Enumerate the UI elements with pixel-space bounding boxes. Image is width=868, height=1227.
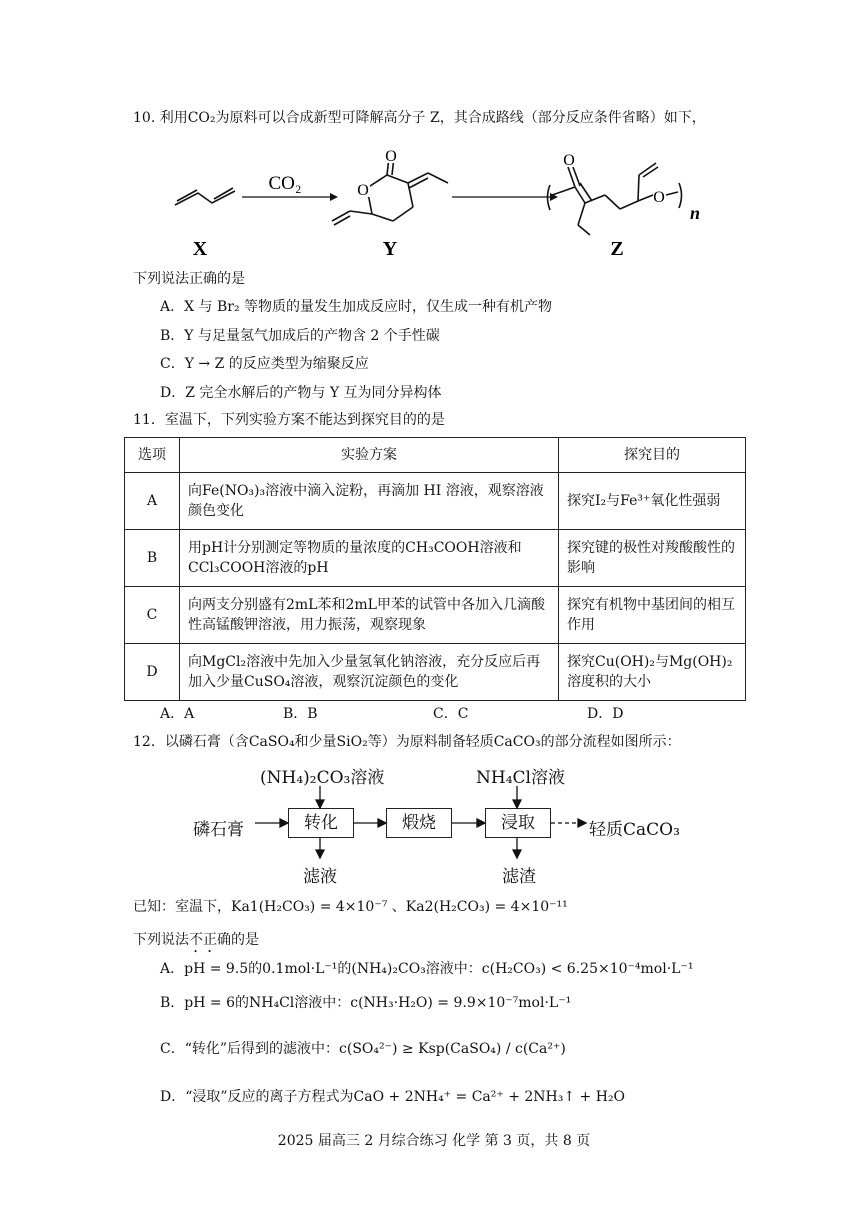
row-d-plan: 向MgCl₂溶液中先加入少量氢氧化钠溶液，充分反应后再加入少量CuSO₄溶液，观察沉淀颜色的变化 (180, 644, 559, 701)
row-b-option: B (125, 530, 180, 587)
q11-stem: 11．室温下，下列实验方案不能达到探究目的的是 (133, 412, 445, 428)
row-a-plan: 向Fe(NO₃)₃溶液中滴入淀粉，再滴加 HI 溶液，观察溶液颜色变化 (180, 473, 559, 530)
q10-option-b: B．Y 与足量氢气加成后的产物含 2 个手性碳 (160, 328, 440, 344)
q12-known: 已知：室温下，Ka1(H₂CO₃) = 4×10⁻⁷ 、Ka2(H₂CO₃) = 4×10⁻¹¹ (133, 899, 568, 915)
svg-text:O: O (357, 182, 369, 199)
output-residue: 滤渣 (502, 867, 536, 887)
row-b-plan: 用pH计分别测定等物质的量浓度的CH₃COOH溶液和CCl₃COOH溶液的pH (180, 530, 559, 587)
reagent-ammonium-chloride: NH₄Cl溶液 (476, 768, 565, 788)
row-d-goal: 探究Cu(OH)₂与Mg(OH)₂溶度积的大小 (559, 644, 746, 701)
label-x: X (192, 238, 208, 260)
q10-ask: 下列说法正确的是 (133, 271, 245, 287)
q10-stem: 10. 利用CO₂为原料可以合成新型可降解高分子 Z，其合成路线（部分反应条件省略）如下， (133, 110, 706, 126)
q12-option-a: A．pH = 9.5的0.1mol·L⁻¹的(NH₄)₂CO₃溶液中：c(H₂CO₃) < 6.25×10⁻⁴mol·L⁻¹ (160, 961, 694, 977)
reagent-ammonium-carbonate: (NH₄)₂CO₃溶液 (260, 768, 385, 788)
q12-ask (133, 931, 259, 956)
row-b-goal: 探究键的极性对羧酸酸性的影响 (559, 530, 746, 587)
header-option: 选项 (125, 438, 180, 473)
row-c-option: C (125, 587, 180, 644)
svg-text:O: O (653, 189, 665, 206)
q10-option-c: C．Y → Z 的反应类型为缩聚反应 (160, 356, 369, 372)
ask-emphasis: 不正 (189, 932, 217, 948)
reagent-co2: CO₂ (268, 173, 302, 194)
q12-option-d: D．“浸取”反应的离子方程式为CaO + 2NH₄⁺ = Ca²⁺ + 2NH₃↑ + H₂O (160, 1089, 626, 1105)
row-c-goal: 探究有机物中基团间的相互作用 (559, 587, 746, 644)
q11-answer-c: C．C (433, 706, 469, 722)
page-footer: 2025 届高三 2 月综合练习 化学 第 3 页，共 8 页 (277, 1133, 591, 1149)
ask-post: 确的是 (217, 932, 259, 948)
q11-answer-a: A．A (160, 706, 195, 722)
start-material: 磷石膏 (193, 820, 244, 840)
q11-answer-d: D．D (587, 706, 624, 722)
q12-stem: 12．以磷石膏（含CaSO₄和少量SiO₂等）为原料制备轻质CaCO₃的部分流程如图所示： (133, 734, 681, 750)
q11-answer-b: B．B (283, 706, 318, 722)
ask-pre: 下列说法 (133, 932, 189, 948)
row-d-option: D (125, 644, 180, 701)
step-conversion: 转化 (288, 808, 354, 838)
final-product: 轻质CaCO₃ (589, 820, 680, 840)
output-filtrate: 滤液 (303, 867, 337, 887)
q10-option-a: A．X 与 Br₂ 等物质的量发生加成反应时，仅生成一种有机产物 (160, 299, 553, 315)
row-a-goal: 探究I₂与Fe³⁺氧化性强弱 (559, 473, 746, 530)
q12-option-c: C．“转化”后得到的滤液中：c(SO₄²⁻) ≥ Ksp(CaSO₄) / c(Ca²⁺) (160, 1041, 566, 1057)
n-subscript: n (690, 203, 701, 223)
header-plan: 实验方案 (180, 438, 559, 473)
row-a-option: A (125, 473, 180, 530)
row-c-plan: 向两支分别盛有2mL苯和2mL甲苯的试管中各加入几滴酸性高锰酸钾溶液，用力振荡，观察现象 (180, 587, 559, 644)
svg-text:O: O (385, 148, 397, 165)
label-y: Y (382, 238, 398, 260)
svg-text:O: O (563, 152, 575, 169)
header-goal: 探究目的 (559, 438, 746, 473)
q12-option-b: B．pH = 6的NH₄Cl溶液中：c(NH₃·H₂O) = 9.9×10⁻⁷mol·L⁻¹ (160, 995, 572, 1011)
step-leaching: 浸取 (485, 808, 551, 838)
step-calcination: 煅烧 (386, 808, 452, 838)
label-z: Z (610, 238, 624, 260)
q10-option-d: D．Z 完全水解后的产物与 Y 互为同分异构体 (160, 385, 442, 401)
